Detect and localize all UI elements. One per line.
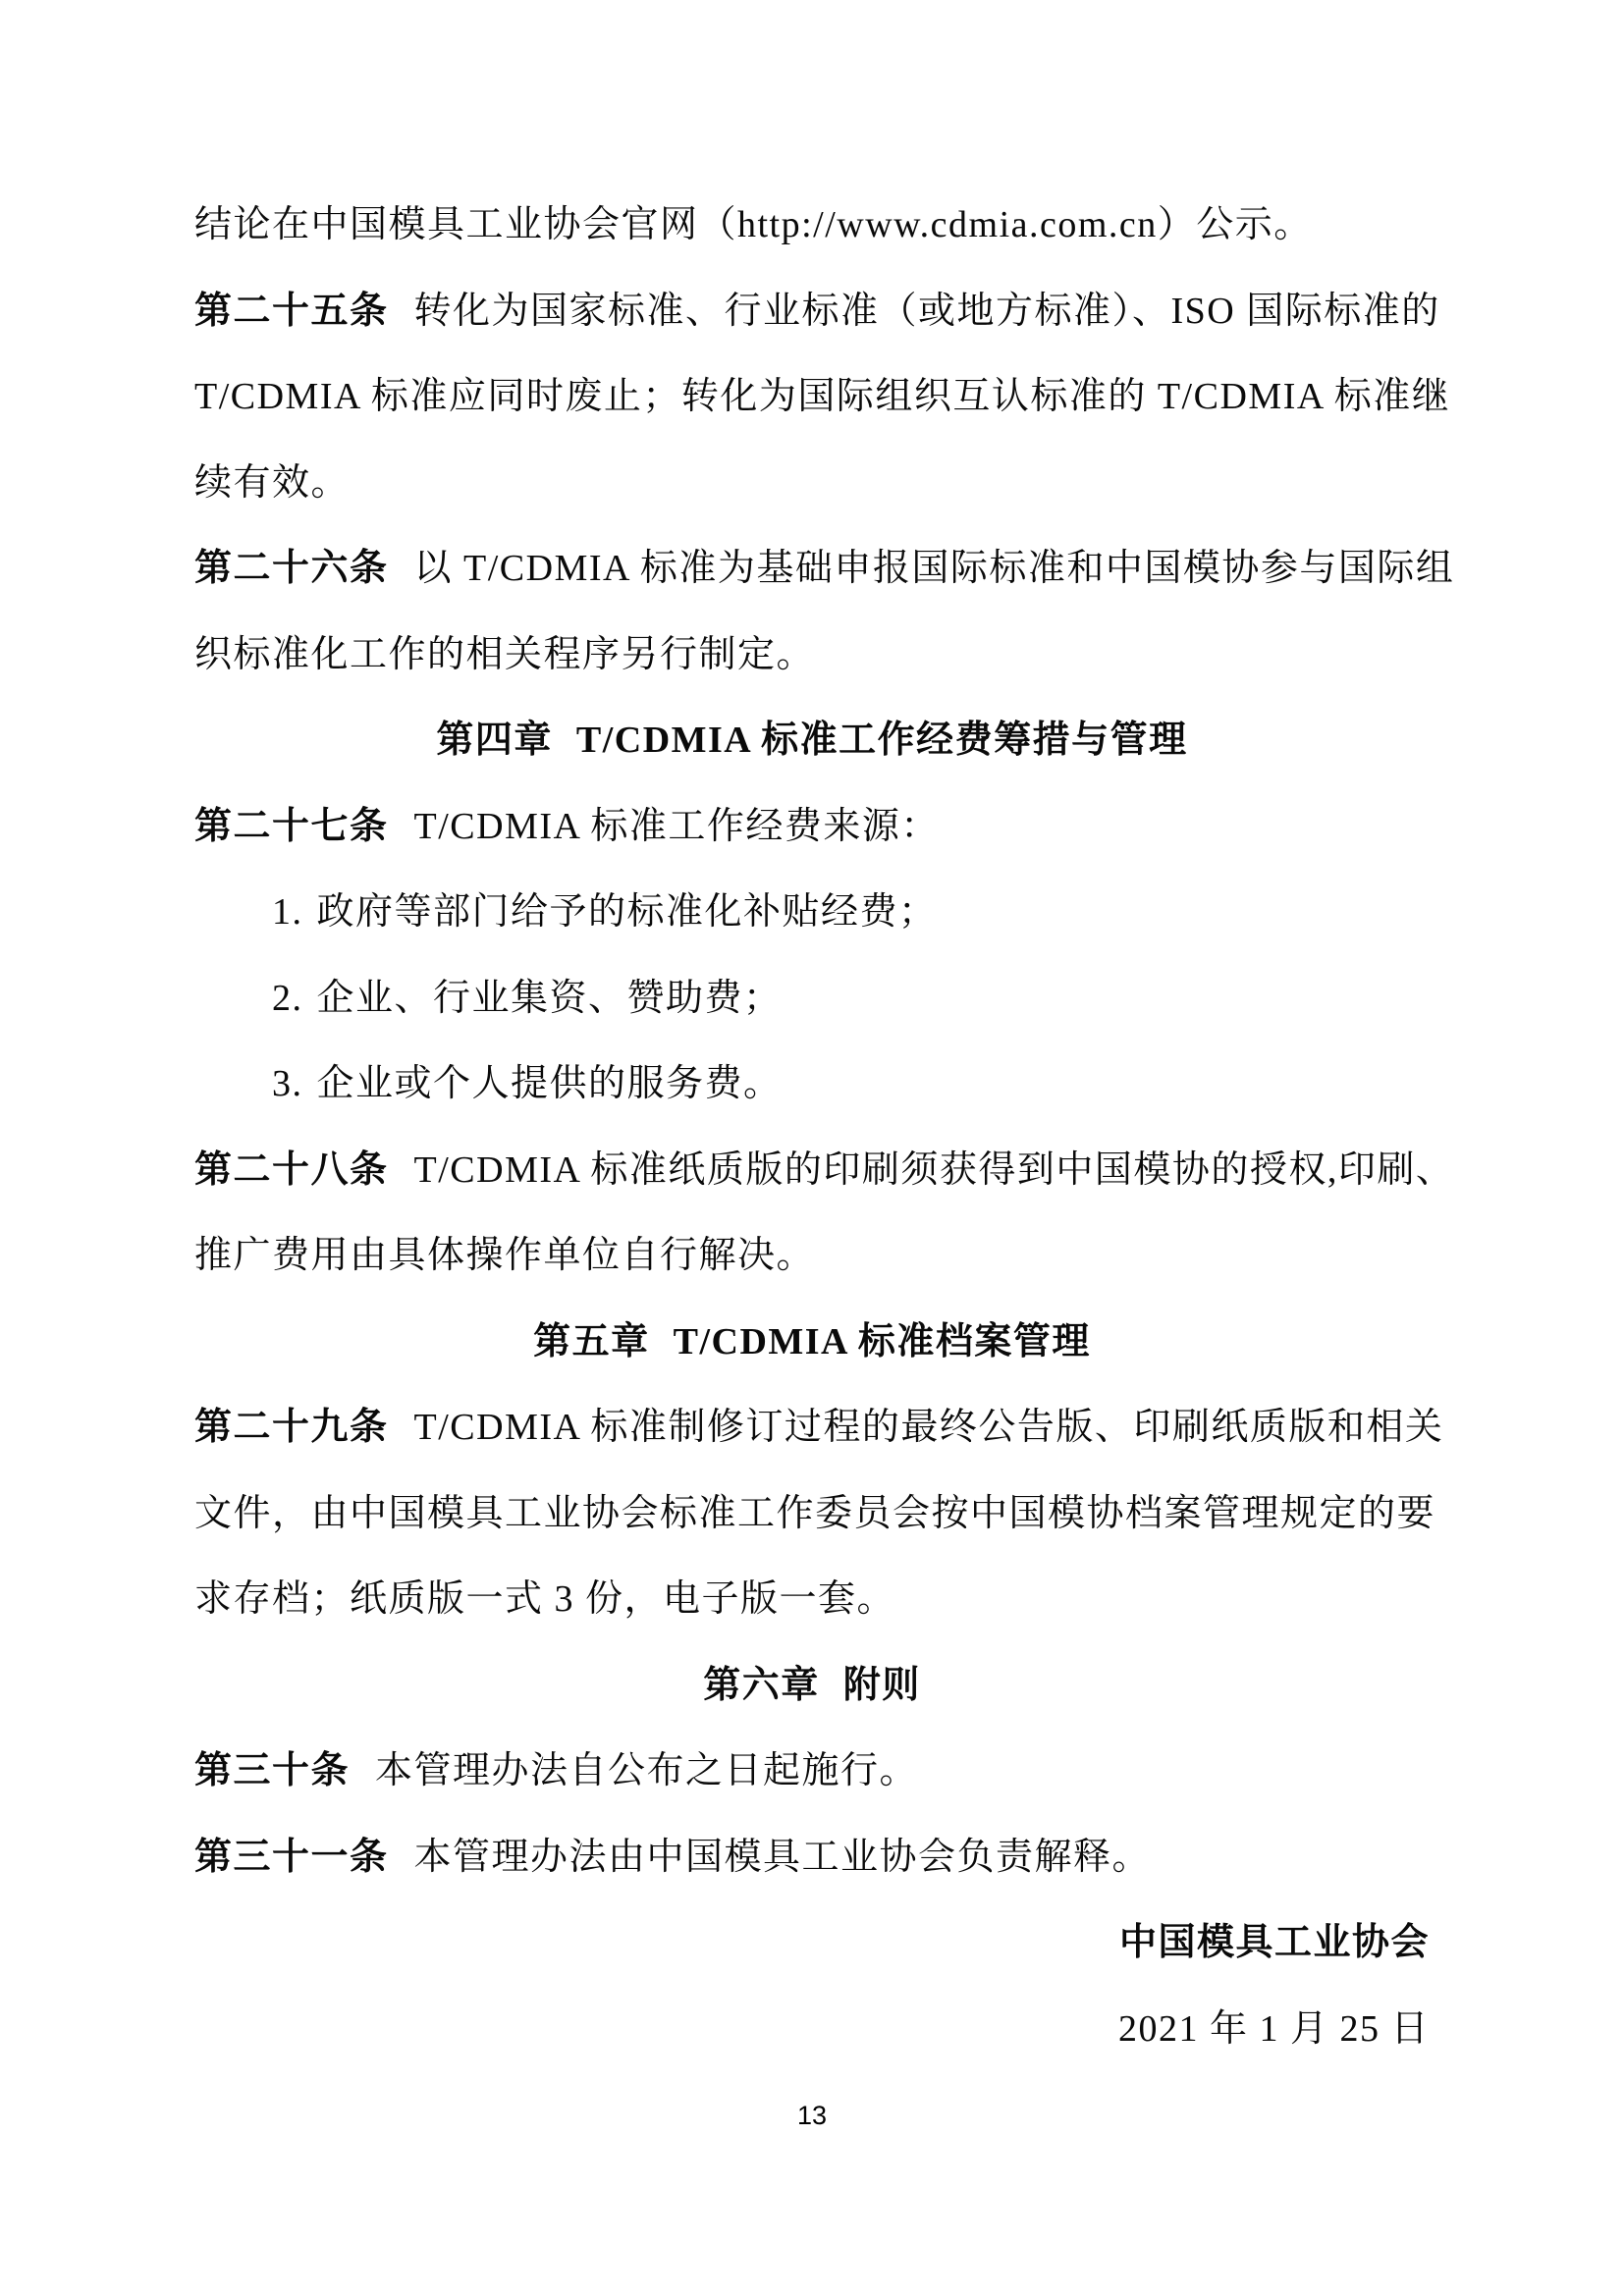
chapter-title-text: T/CDMIA 标准工作经费筹措与管理 (575, 720, 1188, 761)
article-text: T/CDMIA 标准工作经费来源： (413, 805, 940, 847)
paragraph-line: 求存档；纸质版一式 3 份，电子版一套。 (194, 1578, 896, 1620)
article-text: 以 T/CDMIA 标准为基础申报国际标准和中国模协参与国际组 (413, 548, 1455, 589)
paragraph-line: 结论在中国模具工业协会官网（http://www.cdmia.com.cn）公示。 (194, 204, 1313, 245)
article-number-label: 第三十一条 (194, 1836, 389, 1878)
paragraph-line: 文件，由中国模具工业协会标准工作委员会按中国模协档案管理规定的要 (194, 1492, 1436, 1534)
article-paragraph-line (194, 1815, 1430, 1901)
chapter-number-label: 第四章 (436, 720, 553, 761)
article-paragraph-line (194, 1385, 1444, 1471)
numbered-list-item (194, 956, 1430, 1042)
article-text: 本管理办法自公布之日起施行。 (375, 1750, 919, 1791)
numbered-list-item (194, 1041, 1430, 1128)
list-item-text: 政府等部门给予的标准化补贴经费； (316, 891, 938, 933)
list-item-text: 企业、行业集资、赞助费； (316, 977, 783, 1019)
list-item-text: 企业或个人提供的服务费。 (316, 1063, 783, 1104)
chapter-heading (194, 1300, 1430, 1386)
article-number-label: 第二十六条 (194, 548, 389, 589)
date-line: 2021 年 1 月 25 日 (1117, 2007, 1430, 2050)
article-paragraph-line (194, 526, 1455, 613)
paragraph-line: 织标准化工作的相关程序另行制定。 (194, 633, 816, 675)
article-number-label: 第二十五条 (194, 290, 389, 332)
article-paragraph-line (194, 1729, 1430, 1815)
paragraph-line: 推广费用由具体操作单位自行解决。 (194, 1235, 816, 1276)
chapter-number-label: 第五章 (533, 1320, 650, 1362)
article-paragraph-line (194, 784, 1430, 871)
chapter-heading (194, 1643, 1430, 1730)
article-number-label: 第二十八条 (194, 1148, 389, 1191)
paragraph-line: 续有效。 (194, 461, 351, 504)
chapter-title-text: 附则 (842, 1664, 921, 1706)
paragraph-line: T/CDMIA 标准应同时废止；转化为国际组织互认标准的 T/CDMIA 标准继 (194, 376, 1451, 417)
signature-line: 中国模具工业协会 (1118, 1922, 1430, 1963)
article-paragraph-line (194, 269, 1440, 355)
list-item-number: 1. (272, 891, 303, 933)
article-text: T/CDMIA 标准纸质版的印刷须获得到中国模协的授权,印刷、 (413, 1148, 1455, 1191)
page-number: 13 (796, 2101, 828, 2130)
chapter-number-label: 第六章 (703, 1664, 820, 1706)
article-number-label: 第二十七条 (194, 805, 389, 847)
article-number-label: 第三十条 (194, 1750, 351, 1791)
list-item-number: 3. (272, 1063, 303, 1104)
article-text: 本管理办法由中国模具工业协会负责解释。 (413, 1836, 1152, 1878)
list-item-number: 2. (272, 977, 303, 1019)
numbered-list-item (194, 870, 1430, 956)
article-number-label: 第二十九条 (194, 1407, 389, 1448)
document-content (194, 183, 1455, 2072)
article-text: T/CDMIA 标准制修订过程的最终公告版、印刷纸质版和相关 (413, 1407, 1444, 1448)
chapter-heading (194, 698, 1430, 784)
article-paragraph-line (194, 1128, 1455, 1214)
chapter-title-text: T/CDMIA 标准档案管理 (673, 1320, 1091, 1362)
article-text: 转化为国家标准、行业标准（或地方标准）、ISO 国际标准的 (413, 290, 1440, 332)
